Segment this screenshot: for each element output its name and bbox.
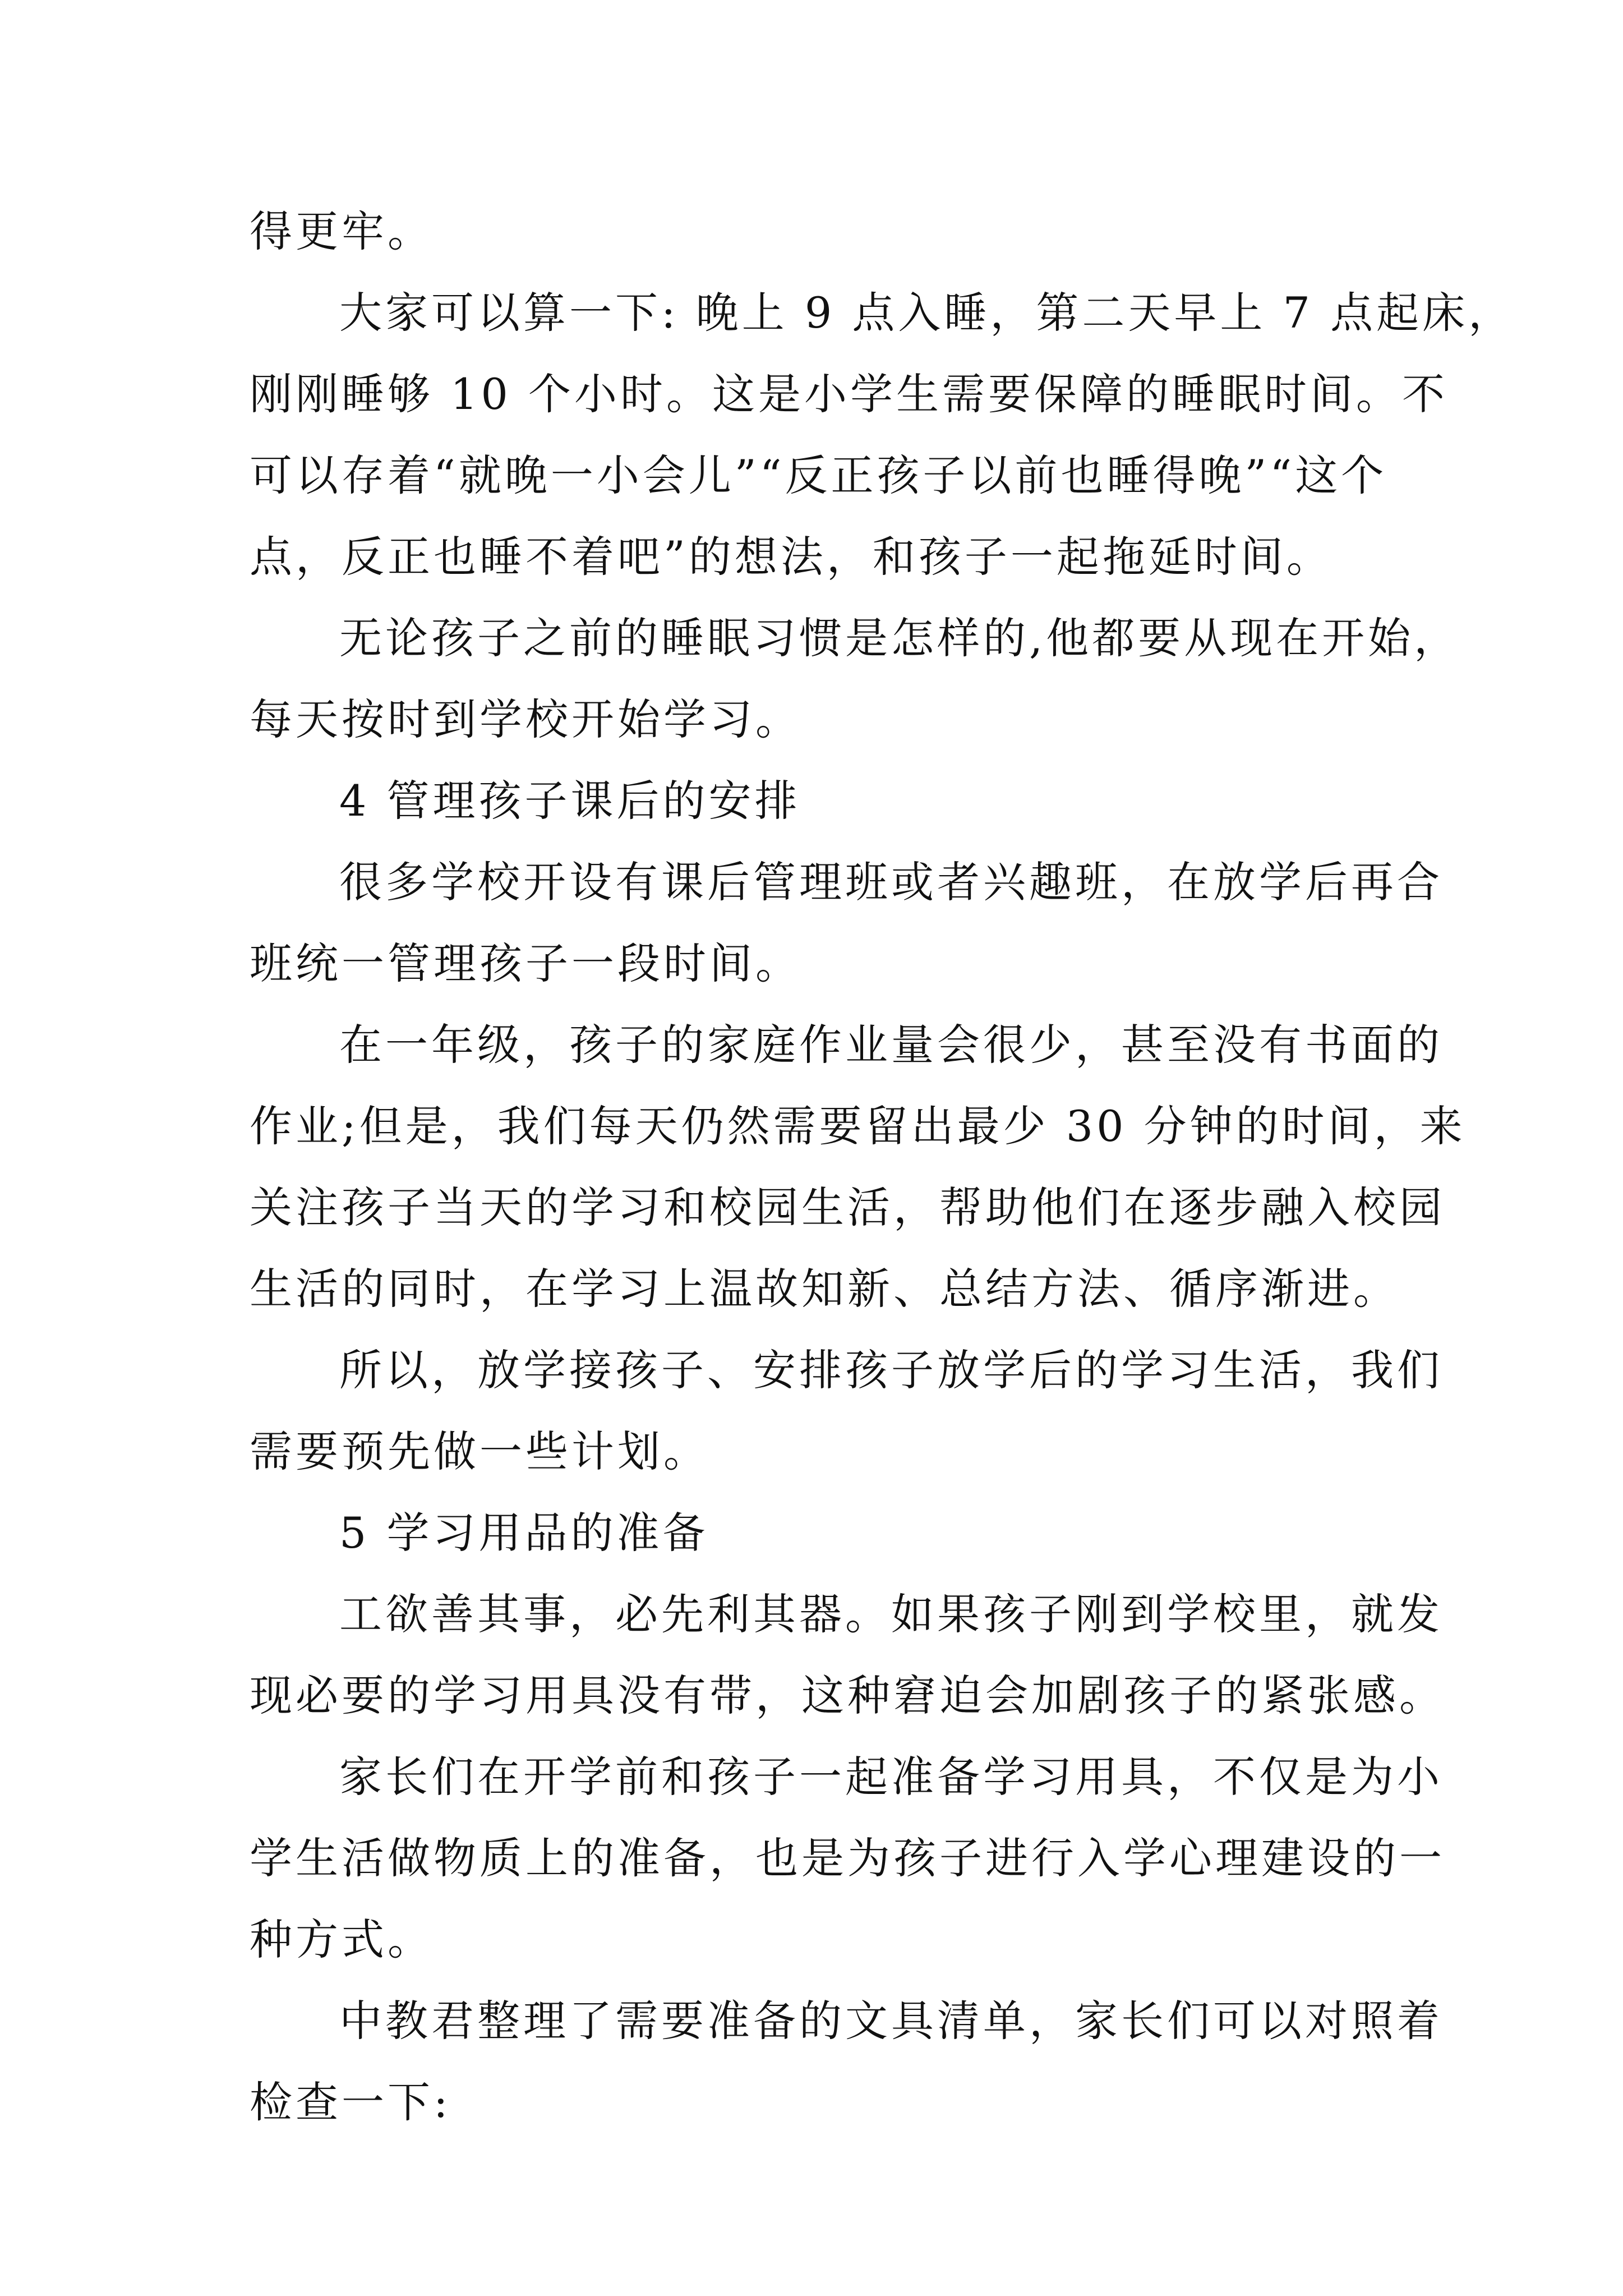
text-line: 学生活做物质上的准备，也是为孩子进行入学心理建设的一: [250, 1833, 1445, 1883]
text-line: 每天按时到学校开始学习。: [250, 694, 801, 744]
text-line: 大家可以算一下: 晚上 9 点入睡，第二天早上 7 点起床，: [339, 288, 1515, 338]
section-heading: 5 学习用品的准备: [339, 1508, 709, 1558]
section-heading: 4 管理孩子课后的安排: [339, 776, 801, 826]
text-line: 可以存着“就晚一小会儿”“反正孩子以前也睡得晚”“这个: [250, 450, 1387, 500]
text-line: 家长们在开学前和孩子一起准备学习用具，不仅是为小: [339, 1752, 1443, 1802]
text-line: 关注孩子当天的学习和校园生活，帮助他们在逐步融入校园: [250, 1182, 1445, 1232]
text-line: 得更牢。: [250, 206, 434, 256]
text-line: 工欲善其事，必先利其器。如果孩子刚到学校里，就发: [339, 1589, 1443, 1639]
text-line: 中教君整理了需要准备的文具清单，家长们可以对照着: [339, 1996, 1443, 2046]
text-line: 在一年级，孩子的家庭作业量会很少，甚至没有书面的: [339, 1020, 1443, 1070]
text-line: 无论孩子之前的睡眠习惯是怎样的,他都要从现在开始，: [339, 613, 1460, 663]
text-line: 点，反正也睡不着吧”的想法，和孩子一起拖延时间。: [250, 532, 1332, 582]
text-line: 很多学校开设有课后管理班或者兴趣班，在放学后再合: [339, 857, 1443, 907]
text-line: 需要预先做一些计划。: [250, 1427, 709, 1476]
text-line: 班统一管理孩子一段时间。: [250, 938, 801, 988]
text-line: 所以，放学接孩子、安排孩子放学后的学习生活，我们: [339, 1345, 1443, 1395]
text-line: 刚刚睡够 10 个小时。这是小学生需要保障的睡眠时间。不: [250, 369, 1449, 419]
text-line: 种方式。: [250, 1915, 434, 1964]
text-line: 作业;但是，我们每天仍然需要留出最少 30 分钟的时间，来: [250, 1101, 1466, 1151]
text-line: 生活的同时，在学习上温故知新、总结方法、循序渐进。: [250, 1264, 1399, 1314]
text-line: 检查一下:: [250, 2077, 451, 2127]
text-line: 现必要的学习用具没有带，这种窘迫会加剧孩子的紧张感。: [250, 1671, 1445, 1720]
body-text: [250, 191, 1515, 2143]
